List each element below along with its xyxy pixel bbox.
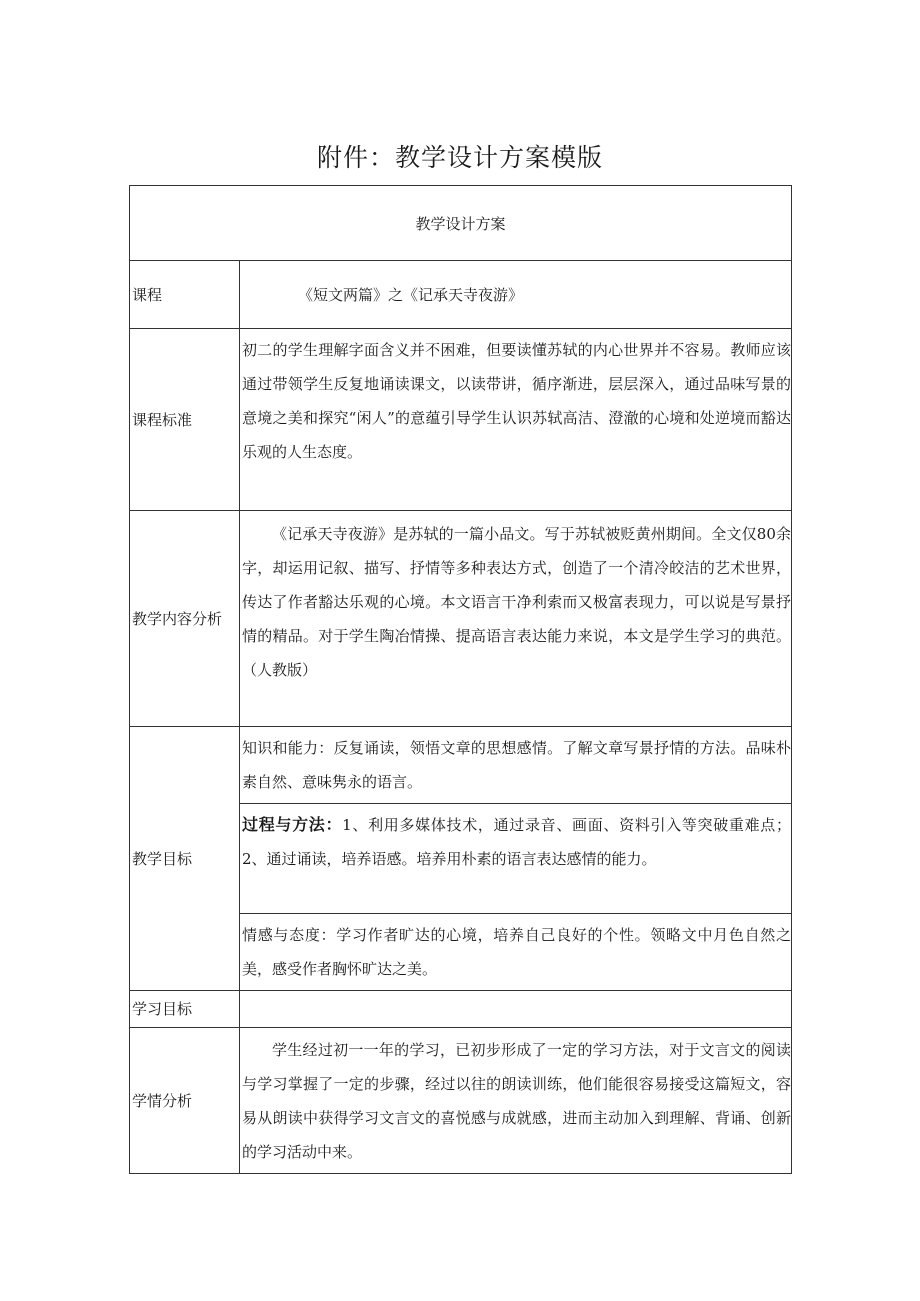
standard-text: 初二的学生理解字面含义并不困难，但要读懂苏轼的内心世界并不容易。教师应该通过带领学生反复地诵读课文，以读带讲，循序渐进，层层深入，通过品味写景的意境之美和探究“闲人”的意蕴引导学生认识苏轼高洁、澄澈的心境和处逆境而豁达乐观的人生态度。 [240,329,792,511]
table-row [130,727,792,804]
course-label: 课程 [130,261,240,329]
study-goal-value [240,991,792,1028]
study-goal-label: 学习目标 [130,991,240,1028]
content-text: 《记承天寺夜游》是苏轼的一篇小品文。写于苏轼被贬黄州期间。全文仅80余字，却运用记叙、描写、抒情等多种表达方式，创造了一个清冷皎洁的艺术世界，传达了作者豁达乐观的心境。本文语言干净利索而又极富表现力，可以说是写景抒情的精品。对于学生陶冶情操、提高语言表达能力来说，本文是学生学习的典范。（人教版） [240,511,792,727]
page-title: 附件：教学设计方案模版 [316,143,603,172]
table-header-row [130,186,792,261]
goal-emotion: 情感与态度：学习作者旷达的心境，培养自己良好的个性。领略文中月色自然之美，感受作者胸怀旷达之美。 [240,914,792,991]
table-row [130,991,792,1028]
goal-process-heading: 过程与方法： [242,815,343,834]
table-row [130,329,792,511]
table-header: 教学设计方案 [130,186,792,261]
table-row [130,261,792,329]
goal-process [240,804,792,914]
table-row [130,511,792,727]
table-row [130,1028,792,1174]
student-text: 学生经过初一一年的学习，已初步形成了一定的学习方法，对于文言文的阅读与学习掌握了一定的步骤，经过以往的朗读训练，他们能很容易接受这篇短文，容易从朗读中获得学习文言文的喜悦感与成就感，进而主动加入到理解、背诵、创新的学习活动中来。 [240,1028,792,1174]
student-label: 学情分析 [130,1028,240,1174]
standard-label: 课程标准 [130,329,240,511]
course-value: 《短文两篇》之《记承天寺夜游》 [240,261,792,329]
teaching-design-table [129,185,792,1174]
goal-process-text: 1、利用多媒体技术，通过录音、画面、资料引入等突破重难点；2、通过诵读，培养语感。培养用朴素的语言表达感情的能力。 [242,816,792,868]
content-label: 教学内容分析 [130,511,240,727]
goal-knowledge: 知识和能力：反复诵读，领悟文章的思想感情。了解文章写景抒情的方法。品味朴素自然、意味隽永的语言。 [240,727,792,804]
goal-label: 教学目标 [130,727,240,991]
